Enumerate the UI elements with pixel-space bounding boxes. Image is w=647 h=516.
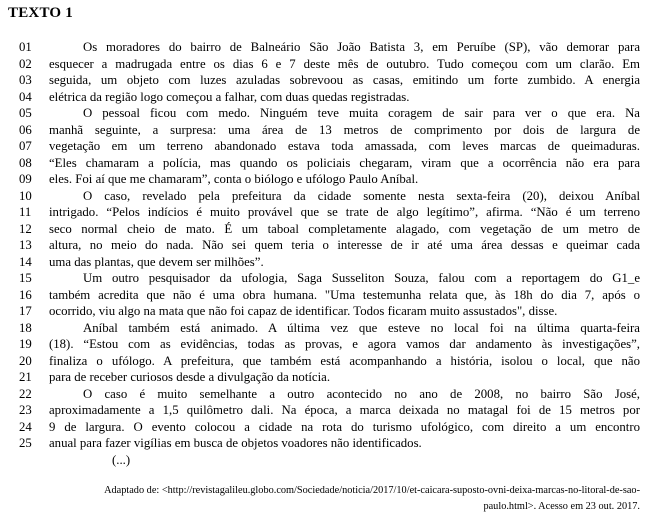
line-number	[19, 452, 49, 469]
text-line	[0, 270, 640, 287]
line-text: finaliza o ufólogo. A prefeitura, que também está acompanhando a história, isolou o local, que não	[49, 353, 640, 368]
source-citation	[30, 483, 640, 514]
document-title: TEXTO 1	[8, 5, 73, 21]
line-text: vegetação em um terreno abandonado estava toda amassada, com leves marcas de queimaduras.	[49, 139, 640, 153]
text-line	[0, 122, 640, 139]
text-line	[0, 188, 640, 205]
line-text: Os moradores do bairro de Balneário São João Batista 3, em Peruíbe (SP), vão demorar para	[83, 40, 640, 54]
source-citation-line2: paulo.html>. Acesso em 23 out. 2017.	[483, 500, 640, 512]
line-number: 03	[19, 73, 32, 87]
text-line	[0, 56, 640, 73]
line-number: 24	[19, 419, 32, 434]
text-line	[0, 89, 640, 106]
line-text: altura, no meio do nada. Não sei quem teria o interesse de ir até uma área dessas e queimar cada	[49, 238, 640, 252]
line-text: uma das plantas, que devem ser milhões”.	[49, 254, 264, 269]
line-text: seco normal cheio de mato. É um taboal completamente alagado, com vegetação de um metro de	[49, 221, 640, 236]
line-text: Aníbal também está animado. A última vez que esteve no local foi na última quarta-feira	[83, 320, 640, 335]
text-line	[0, 336, 640, 353]
line-number: 22	[19, 386, 32, 401]
line-number: 01	[19, 40, 32, 54]
source-citation-line1: Adaptado de: <http://revistagalileu.globo.com/Sociedade/noticia/2017/10/et-caicara-suposto-ovni-deixa-marcas-no-litoral-de-sao-	[104, 485, 640, 496]
line-text: esquecer a madrugada entre os dias 6 e 7 deste mês de outubro. Tudo começou com um clarão. Em	[49, 56, 640, 71]
line-text: anual para fazer vigílias em busca de objetos voadores não identificados.	[49, 436, 422, 450]
line-number: 25	[19, 436, 32, 450]
line-text: também acredita que não é uma obra humana. "Uma testemunha relata que, às 18h do dia 7, após o	[49, 287, 640, 302]
line-number: 11	[19, 205, 32, 219]
text-line	[0, 353, 640, 370]
text-line	[0, 237, 640, 254]
line-number: 02	[19, 56, 32, 71]
text-line	[0, 419, 640, 436]
line-text: O caso, revelado pela prefeitura da cidade somente nesta sexta-feira (20), deixou Aníbal	[83, 188, 640, 203]
text-line	[0, 221, 640, 238]
line-number: 09	[19, 172, 32, 186]
text-line	[0, 138, 640, 155]
text-line	[0, 303, 640, 320]
line-text: (...)	[112, 452, 131, 467]
line-text: (18). “Estou com as evidências, todas as provas, e agora vamos dar andamento às investigações”,	[49, 337, 640, 351]
line-number: 06	[19, 122, 32, 137]
line-text: intrigado. “Pelos indícios é muito provável que se trate de algo legítimo”, afirma. “Não é um terreno	[49, 205, 640, 219]
text-line	[0, 171, 640, 188]
text-line	[0, 402, 640, 419]
line-number: 23	[19, 403, 32, 417]
line-text: O caso é muito semelhante a outro acontecido no ano de 2008, no bairro São José,	[83, 386, 640, 401]
line-text: “Eles chamaram a polícia, mas quando os policiais chegaram, viram que a ocorrência não era para	[49, 155, 640, 170]
text-line	[0, 386, 640, 403]
line-number: 15	[19, 271, 32, 285]
text-body	[0, 39, 640, 468]
line-number: 05	[19, 106, 32, 120]
text-line	[0, 320, 640, 337]
line-text: manhã seguinte, a surpresa: uma área de 13 metros de comprimento por dois de largura de	[49, 122, 640, 137]
text-line	[0, 39, 640, 56]
line-text: eles. Foi aí que me chamaram”, conta o biólogo e ufólogo Paulo Aníbal.	[49, 172, 419, 186]
text-line	[0, 287, 640, 304]
line-number: 19	[19, 337, 32, 351]
line-text: aproximadamente a 1,5 quilômetro dali. Na época, a marca deixada no matagal foi de 15 metros por	[49, 403, 640, 417]
line-text: elétrica da região logo começou a falhar, com duas quedas registradas.	[49, 89, 410, 104]
line-number: 07	[19, 139, 32, 153]
line-number: 18	[19, 320, 32, 335]
text-line	[0, 155, 640, 172]
line-text: O pessoal ficou com medo. Ninguém teve muita coragem de sair para ver o que era. Na	[83, 106, 640, 120]
text-line-ellipsis	[0, 452, 640, 469]
line-text: Um outro pesquisador da ufologia, Saga Susseliton Souza, falou com a reportagem do G1_e	[83, 271, 640, 285]
line-number: 12	[19, 221, 32, 236]
line-number: 21	[19, 370, 32, 384]
text-line	[0, 105, 640, 122]
line-text: ocorrido, viu algo na mata que não foi capaz de identificar. Todos ficaram muito assustados", disse.	[49, 304, 558, 318]
line-number: 10	[19, 188, 32, 203]
line-number: 14	[19, 254, 32, 269]
text-line	[0, 204, 640, 221]
text-line	[0, 369, 640, 386]
line-text: 9 de largura. O evento colocou a cidade na rota do turismo ufológico, com direito a um encontro	[49, 419, 640, 434]
line-number: 13	[19, 238, 32, 252]
line-text: para de receber curiosos desde a divulgação da notícia.	[49, 370, 331, 384]
line-number: 16	[19, 287, 32, 302]
line-text: seguida, um objeto com luzes azuladas sobrevoou as casas, emitindo um forte zumbido. A energia	[49, 73, 640, 87]
line-number: 08	[19, 155, 32, 170]
line-number: 20	[19, 353, 32, 368]
text-line	[0, 72, 640, 89]
line-number: 04	[19, 89, 32, 104]
text-line	[0, 254, 640, 271]
line-number: 17	[19, 304, 32, 318]
text-line	[0, 435, 640, 452]
